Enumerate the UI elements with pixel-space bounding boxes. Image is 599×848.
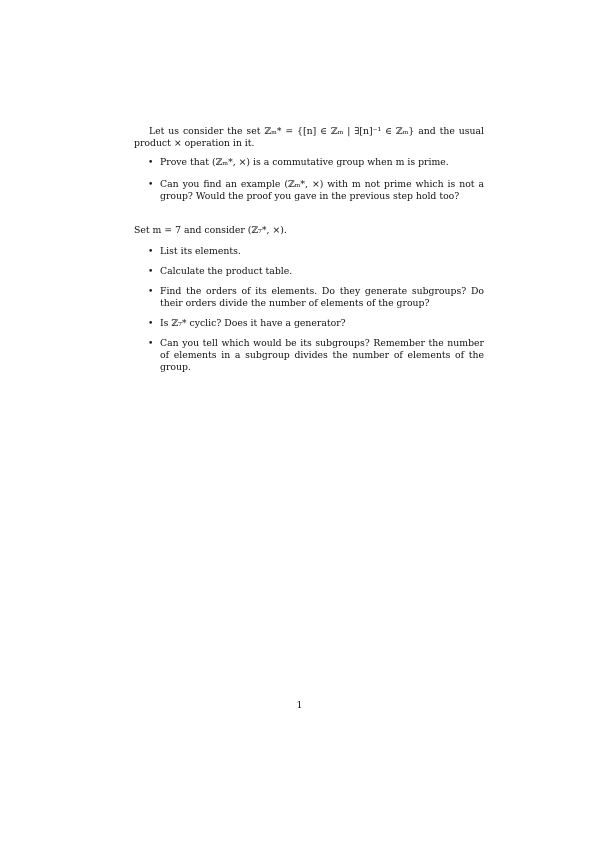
intro-paragraph: Let us consider the set ℤₘ* = {[n] ∈ ℤₘ | ∃[n]⁻¹ ∈ ℤₘ} and the usual product × operation in it. [134,126,484,149]
list-item [148,286,484,310]
page-number: 1 [296,700,303,711]
list-item-text: Can you tell which would be its subgroups? Remember the number of elements in a subgroup divides the number of elements of the group. [160,338,484,373]
list-item-text: Calculate the product table. [160,266,293,277]
bullet-icon: • [148,267,154,277]
bullet-icon: • [148,319,154,329]
list-item-text: Prove that (ℤₘ*, ×) is a commutative group when m is prime. [160,157,449,168]
bullet-icon: • [148,158,154,168]
bullet-icon: • [148,287,154,297]
list-item [148,266,484,278]
bullet-icon: • [148,339,154,349]
list-item [148,338,484,374]
list-item [148,246,484,258]
list-item-text: Is ℤ₇* cyclic? Does it have a generator? [160,318,346,329]
list-item [148,157,484,169]
list-item-text: Find the orders of its elements. Do they generate subgroups? Do their orders divide the number of elements of the group? [160,286,484,309]
list-item [148,179,484,203]
bullet-list-2 [148,246,484,374]
bullet-icon: • [148,180,154,190]
bullet-list-1 [148,157,484,203]
list-item-text: List its elements. [160,246,241,257]
list-item [148,318,484,330]
bullet-icon: • [148,247,154,257]
setup-paragraph: Set m = 7 and consider (ℤ₇*, ×). [134,225,287,236]
list-item-text: Can you find an example (ℤₘ*, ×) with m not prime which is not a group? Would the proof you gave in the previous step hold too? [160,179,484,202]
